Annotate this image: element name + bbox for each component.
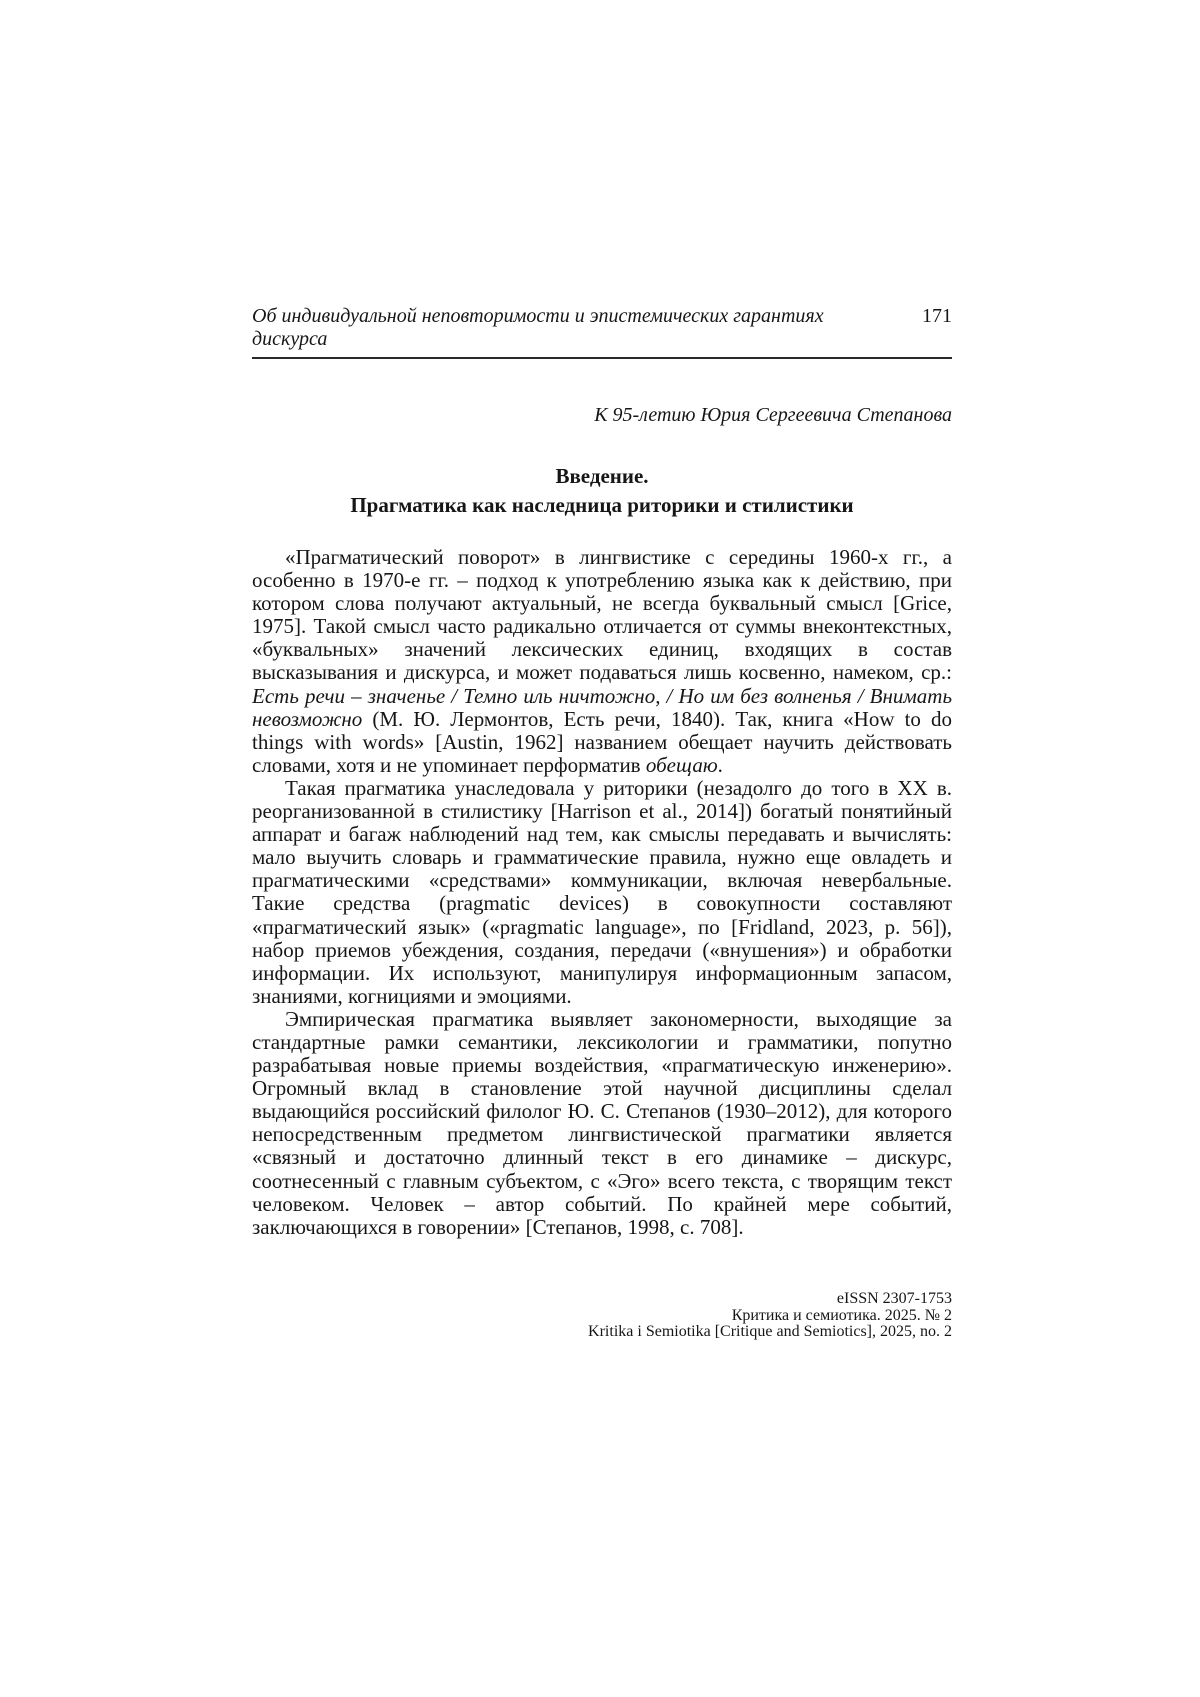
section-heading-line2: Прагматика как наследница риторики и стилистики xyxy=(350,493,854,517)
running-head-title: Об индивидуальной неповторимости и эпистемических гарантиях дискурса xyxy=(252,305,824,350)
performative-word-italic: обещаю xyxy=(645,752,718,777)
imprint-journal-en: Kritika i Semiotika [Critique and Semiotics], 2025, no. 2 xyxy=(588,1323,952,1341)
paragraph-text: Эмпирическая прагматика выявляет закономерности, выходящие за стандартные рамки семантики, лексикологии и грамматики, попутно разрабатывая новые приемы воздействия, «прагматическую инженерию». Огромный вклад в становление этой научной дисциплины сделал выдающийся российский филолог Ю. С. Степанов (1930–2012), для которого непосредственным предметом лингвистической прагматики является «связный и достаточно длинный текст в его динамике – дискурс, соотнесенный с главным субъектом, с «Эго» всего текста, с творящим текст человеком. Человек – автор событий. По крайней мере событий, заключающихся в говорении» [Степанов, 1998, с. 708]. xyxy=(252,1006,952,1239)
paragraph-text: «Прагматический поворот» в лингвистике с середины 1960-х гг., а особенно в 1970-е гг. – подход к употреблению языка как к действию, при котором слова получают актуальный, не всегда буквальный смысл [Grice, 1975]. Такой смысл часто радикально отличается от суммы внеконтекстных, «буквальных» значений лексических единиц, входящих в состав высказывания и дискурса, и может подаваться лишь косвенно, намеком, ср.: xyxy=(252,545,952,685)
running-head xyxy=(252,305,952,359)
epigraph: К 95-летию Юрия Сергеевича Степанова xyxy=(594,404,952,426)
paragraph-text: (М. Ю. Лермонтов, Есть речи, 1840). Так, книга «How to do things with words» [Austin, 1962] названием обещает научить действовать словами, хотя и не упоминает перформатив xyxy=(252,706,952,777)
body-paragraph xyxy=(252,546,952,777)
journal-imprint xyxy=(252,1291,952,1341)
page-number: 171 xyxy=(922,305,952,327)
article-body xyxy=(252,546,952,1239)
imprint-journal-ru: Критика и семиотика. 2025. № 2 xyxy=(731,1306,952,1324)
section-heading-line1: Введение. xyxy=(555,464,649,488)
imprint-eissn: eISSN 2307-1753 xyxy=(836,1290,952,1307)
paragraph-text: Такая прагматика унаследовала у риторики (незадолго до того в XX в. реорганизованной в стилистику [Harrison et al., 2014]) богатый понятийный аппарат и багаж наблюдений над тем, как смыслы передавать и вычислять: мало выучить словарь и грамматические правила, нужно еще овладеть и прагматическими «средствами» коммуникации, включая невербальные. Такие средства (pragmatic devices) в совокупности составляют «прагматический язык» («pragmatic language», по [Fridland, 2023, p. 56]), набор приемов убеждения, создания, передачи («внушения») и обработки информации. Их используют, манипулируя информационным запасом, знаниями, когнициями и эмоциями. xyxy=(252,775,952,1008)
body-paragraph xyxy=(252,1008,952,1239)
body-paragraph xyxy=(252,777,952,1008)
paragraph-text: . xyxy=(717,752,723,777)
section-heading xyxy=(252,462,952,520)
verse-quote-italic: Есть речи – значенье / Темно иль ничтожно, / Но им без волненья / Внимать невозможно xyxy=(252,683,952,731)
